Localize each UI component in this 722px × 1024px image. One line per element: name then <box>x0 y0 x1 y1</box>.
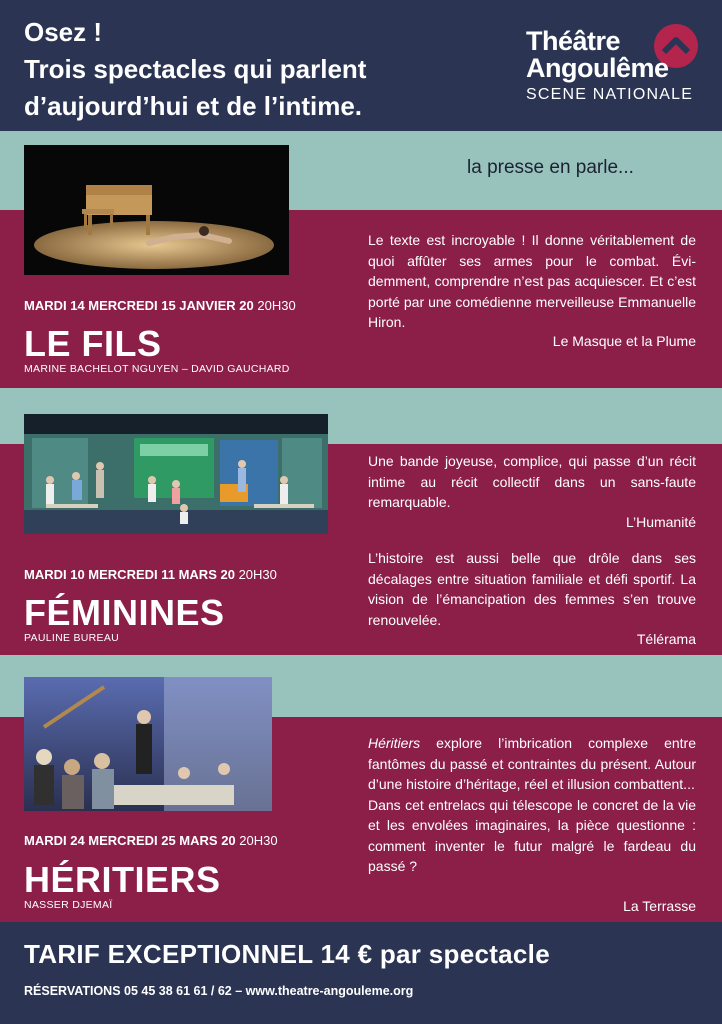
feminines-date <box>24 567 277 582</box>
feminines-date-hour: 20H30 <box>238 567 277 582</box>
heritiers-photo <box>24 677 272 811</box>
logo-line-1: Théâtre <box>526 26 621 56</box>
le-fils-press-quote: Le texte est incroyable ! Il donne véritablement de quoi affûter ses armes pour le combat. Évi-demment, comprendre n’est pas acquiescer. Et c’est porté par une comédienne merveilleuse Emmanuelle Hiron. <box>368 232 696 330</box>
feminines-author: PAULINE BUREAU <box>24 632 120 644</box>
reservations-line[interactable]: RÉSERVATIONS 05 45 38 61 61 / 62 – www.theatre-angouleme.org <box>24 984 414 998</box>
heritiers-quote-part-1: explore l’imbrication complexe entre fantômes du passé et contraintes du présent. Autour d’une histoire d’héritage, réel et illusion combattent... <box>368 735 696 792</box>
feminines-press-quote-2: L’histoire est aussi belle que drôle dans ses décalages entre situation familiale et défi sportif. La vision de l’émancipation des femmes s’en trouve renouvelée. <box>368 550 696 628</box>
footer-band <box>0 922 722 1024</box>
le-fils-date <box>24 298 296 313</box>
feminines-date-days: MARDI 10 MERCREDI 11 MARS 20 <box>24 567 235 582</box>
heritiers-quote-italic-lead: Héritiers <box>368 735 421 751</box>
feminines-photo <box>24 414 328 534</box>
press-heading: la presse en parle... <box>467 157 634 178</box>
heritiers-press-source: La Terrasse <box>623 898 696 914</box>
logo-line-2: Angoulême <box>526 53 669 83</box>
page-headline <box>24 14 366 125</box>
price-banner: TARIF EXCEPTIONNEL 14 € par spectacle <box>24 939 550 969</box>
le-fils-author: MARINE BACHELOT NGUYEN – DAVID GAUCHARD <box>24 363 290 375</box>
logo-subtitle: SCENE NATIONALE <box>526 86 694 103</box>
feminines-press-source-2: Télérama <box>636 631 696 647</box>
le-fils-date-hour: 20H30 <box>257 298 296 313</box>
heritiers-press-quote <box>368 733 696 877</box>
heritiers-author: NASSER DJEMAÏ <box>24 899 113 911</box>
feminines-title: FÉMININES <box>24 592 225 633</box>
headline-line-3: d’aujourd’hui et de l’intime. <box>24 91 363 121</box>
le-fils-title: LE FILS <box>24 323 162 364</box>
heritiers-date-days: MARDI 24 MERCREDI 25 MARS 20 <box>24 833 236 848</box>
le-fils-photo <box>24 145 289 275</box>
le-fils-press-source: Le Masque et la Plume <box>552 333 696 349</box>
feminines-press-source-1: L’Humanité <box>625 514 696 530</box>
heritiers-title: HÉRITIERS <box>24 859 221 900</box>
heritiers-date-hour: 20H30 <box>239 833 278 848</box>
headline-line-2: Trois spectacles qui parlent <box>24 54 367 84</box>
le-fils-date-days: MARDI 14 MERCREDI 15 JANVIER 20 <box>24 298 254 313</box>
feminines-press-quote-1: Une bande joyeuse, complice, qui passe d’un récit intime au récit collectif dans un sans-faute remarquable. <box>368 453 696 510</box>
theatre-logo[interactable] <box>526 28 693 104</box>
headline-line-1: Osez ! <box>24 17 103 47</box>
heritiers-quote-part-2: Dans cet entrelacs qui télescope le concret de la vie et les envolées imaginaires, la pièce questionne : comment inventer le futur malgré le fardeau du passé ? <box>368 796 696 874</box>
heritiers-date <box>24 833 278 848</box>
